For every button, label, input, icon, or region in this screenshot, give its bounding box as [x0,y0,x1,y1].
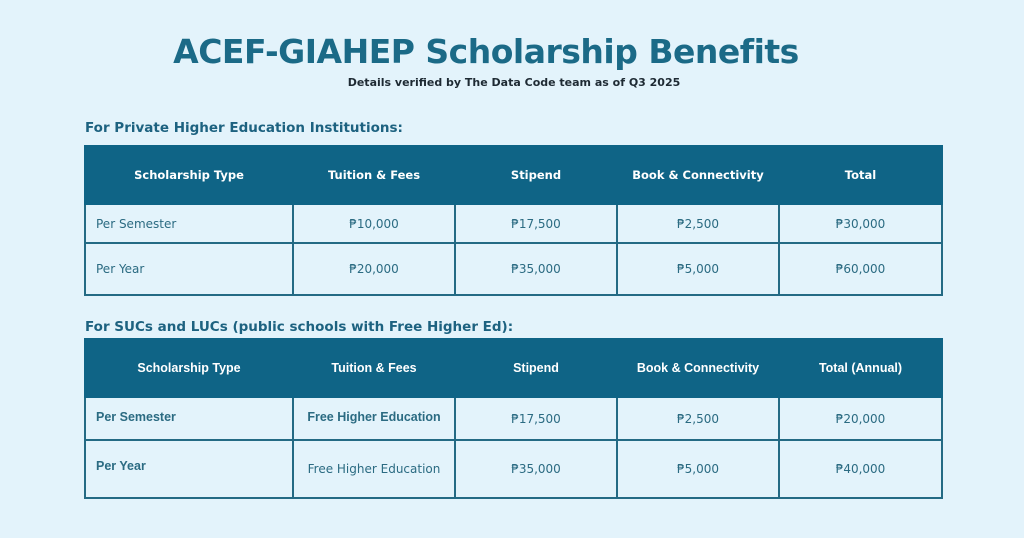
cell-stipend: ₱35,000 [455,243,617,295]
section-label-private-heis: For Private Higher Education Institutions: [85,120,403,136]
cell-book-connectivity: ₱5,000 [617,440,779,498]
cell-book-connectivity: ₱5,000 [617,243,779,295]
column-header-tuition-fees: Tuition & Fees [293,339,455,397]
column-header-scholarship-type: Scholarship Type [85,339,293,397]
cell-total: ₱30,000 [779,204,942,243]
column-header-book-connectivity: Book & Connectivity [617,339,779,397]
column-header-scholarship-type: Scholarship Type [85,146,293,204]
column-header-total: Total [779,146,942,204]
section-label-sucs-lucs: For SUCs and LUCs (public schools with Free Higher Ed): [85,319,514,335]
cell-scholarship-type: Per Semester [85,204,293,243]
cell-scholarship-type: Per Year [85,243,293,295]
table-header-row [85,339,942,397]
table-row-per-year [85,440,942,498]
column-header-stipend: Stipend [455,146,617,204]
cell-book-connectivity: ₱2,500 [617,397,779,440]
column-header-book-connectivity: Book & Connectivity [617,146,779,204]
table-row-per-semester [85,204,942,243]
table-row-per-year [85,243,942,295]
sucs-lucs-benefits-table [84,338,943,499]
column-header-tuition-fees: Tuition & Fees [293,146,455,204]
cell-total: ₱40,000 [779,440,942,498]
column-header-stipend: Stipend [455,339,617,397]
cell-stipend: ₱17,500 [455,397,617,440]
cell-tuition-fees: ₱20,000 [293,243,455,295]
cell-book-connectivity: ₱2,500 [617,204,779,243]
cell-tuition-fees: Free Higher Education [293,397,455,440]
cell-tuition-fees: ₱10,000 [293,204,455,243]
page-subtitle: Details verified by The Data Code team as of Q3 2025 [347,76,681,89]
cell-scholarship-type: Per Semester [85,397,293,440]
cell-tuition-fees: Free Higher Education [293,440,455,498]
cell-total: ₱20,000 [779,397,942,440]
cell-scholarship-type: Per Year [85,440,293,498]
table-header-row [85,146,942,204]
page-title: ACEF-GIAHEP Scholarship Benefits [173,32,799,71]
cell-stipend: ₱17,500 [455,204,617,243]
column-header-total-annual: Total (Annual) [779,339,942,397]
private-heis-benefits-table [84,145,943,296]
cell-total: ₱60,000 [779,243,942,295]
table-row-per-semester [85,397,942,440]
cell-stipend: ₱35,000 [455,440,617,498]
